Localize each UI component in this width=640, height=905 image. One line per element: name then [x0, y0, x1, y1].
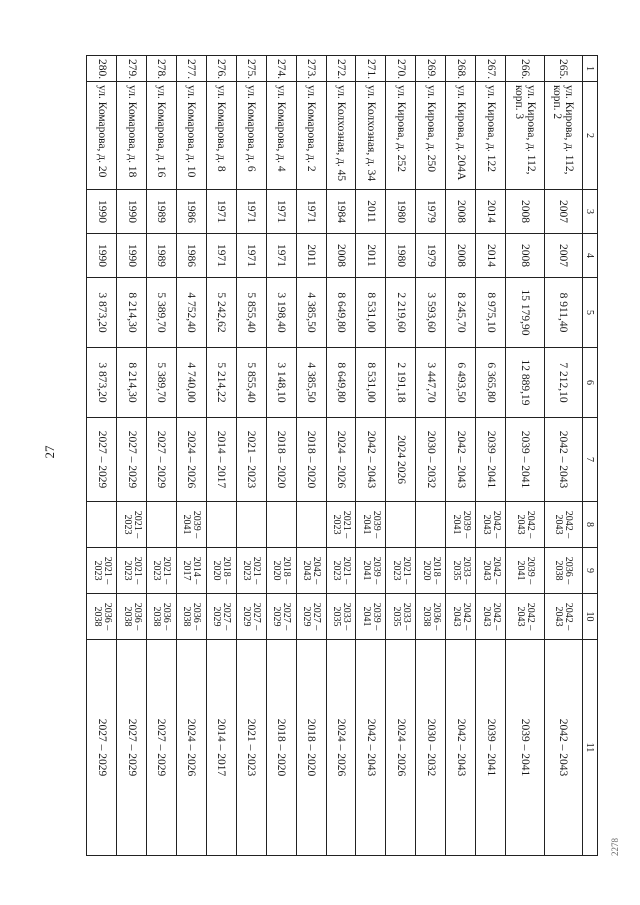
- repair-period-cell: 2042 – 2043: [446, 418, 476, 502]
- period-col10-cell: 2036 – 2038: [176, 594, 206, 640]
- table-body: [87, 56, 583, 856]
- living-area-cell: 3 148,10: [266, 348, 296, 418]
- period-col10-cell: 2027 – 2029: [266, 594, 296, 640]
- build-year-cell: 1971: [206, 190, 236, 234]
- total-area-cell: 5 389,70: [147, 278, 177, 348]
- period-col10-cell: 2036 – 2038: [147, 594, 177, 640]
- period-col9-cell: 2033 – 2035: [446, 548, 476, 594]
- build-year-cell: 1971: [236, 190, 266, 234]
- period-col8-cell: 2039 – 2041: [446, 502, 476, 548]
- build-year-cell: 1984: [326, 190, 356, 234]
- table-row: [236, 56, 266, 856]
- repair-period-cell: 2024 – 2026: [326, 418, 356, 502]
- build-year-cell: 1980: [386, 190, 416, 234]
- living-area-cell: 8 214,30: [117, 348, 147, 418]
- table-row: [446, 56, 476, 856]
- table-header-row: [583, 56, 598, 856]
- period-col8-cell: [87, 502, 117, 548]
- column-header: 8: [583, 502, 598, 548]
- repair-period-cell: 2042 – 2043: [544, 418, 582, 502]
- build-year-cell: 2008: [506, 190, 544, 234]
- period-col9-cell: 2042 – 2043: [296, 548, 326, 594]
- living-area-cell: 8 531,00: [356, 348, 386, 418]
- row-number-cell: 268.: [446, 56, 476, 82]
- total-area-cell: 8 975,10: [476, 278, 506, 348]
- column-header: 3: [583, 190, 598, 234]
- table-row: [87, 56, 117, 856]
- period-col9-cell: 2018 – 2020: [206, 548, 236, 594]
- total-area-cell: 3 593,60: [416, 278, 446, 348]
- period-col11-cell: 2027 – 2029: [117, 640, 147, 856]
- table-row: [356, 56, 386, 856]
- period-col9-cell: 2014 – 2017: [176, 548, 206, 594]
- period-col11-cell: 2018 – 2020: [296, 640, 326, 856]
- period-col11-cell: 2024 – 2026: [176, 640, 206, 856]
- total-area-cell: 8 911,40: [544, 278, 582, 348]
- reconstruction-year-cell: 1971: [266, 234, 296, 278]
- reconstruction-year-cell: 1971: [206, 234, 236, 278]
- address-cell: ул. Кирова, д. 204А: [446, 82, 476, 190]
- living-area-cell: 4 740,00: [176, 348, 206, 418]
- reconstruction-year-cell: 1989: [147, 234, 177, 278]
- period-col8-cell: 2039 – 2041: [356, 502, 386, 548]
- build-year-cell: 1979: [416, 190, 446, 234]
- period-col8-cell: [296, 502, 326, 548]
- period-col8-cell: 2039 – 2041: [176, 502, 206, 548]
- housing-repair-schedule-table: [86, 55, 598, 856]
- living-area-cell: 7 212,10: [544, 348, 582, 418]
- repair-period-cell: 2021 – 2023: [236, 418, 266, 502]
- period-col9-cell: 2021 – 2023: [326, 548, 356, 594]
- total-area-cell: 8 531,00: [356, 278, 386, 348]
- period-col11-cell: 2024 – 2026: [326, 640, 356, 856]
- row-number-cell: 275.: [236, 56, 266, 82]
- period-col8-cell: [266, 502, 296, 548]
- living-area-cell: 12 889,19: [506, 348, 544, 418]
- row-number-cell: 280.: [87, 56, 117, 82]
- period-col9-cell: 2018 – 2020: [266, 548, 296, 594]
- living-area-cell: 5 214,22: [206, 348, 236, 418]
- total-area-cell: 2 219,60: [386, 278, 416, 348]
- repair-period-cell: 2027 – 2029: [117, 418, 147, 502]
- table-row: [296, 56, 326, 856]
- row-number-cell: 271.: [356, 56, 386, 82]
- build-year-cell: 1990: [117, 190, 147, 234]
- period-col8-cell: [147, 502, 177, 548]
- column-header: 9: [583, 548, 598, 594]
- period-col9-cell: 2039 – 2041: [356, 548, 386, 594]
- period-col10-cell: 2033 – 2035: [386, 594, 416, 640]
- address-cell: ул. Комарова, д. 6: [236, 82, 266, 190]
- build-year-cell: 2008: [446, 190, 476, 234]
- reconstruction-year-cell: 2008: [506, 234, 544, 278]
- build-year-cell: 1971: [266, 190, 296, 234]
- total-area-cell: 15 179,90: [506, 278, 544, 348]
- column-header: 5: [583, 278, 598, 348]
- row-number-cell: 272.: [326, 56, 356, 82]
- address-cell: ул. Комарова, д. 20: [87, 82, 117, 190]
- period-col11-cell: 2042 – 2043: [446, 640, 476, 856]
- period-col11-cell: 2042 – 2043: [544, 640, 582, 856]
- period-col8-cell: 2042 – 2043: [544, 502, 582, 548]
- period-col11-cell: 2027 – 2029: [87, 640, 117, 856]
- period-col9-cell: 2021 – 2023: [87, 548, 117, 594]
- build-year-cell: 1989: [147, 190, 177, 234]
- living-area-cell: 6 365,80: [476, 348, 506, 418]
- living-area-cell: 6 493,50: [446, 348, 476, 418]
- table-row: [147, 56, 177, 856]
- living-area-cell: 2 191,18: [386, 348, 416, 418]
- table-row: [544, 56, 582, 856]
- repair-period-cell: 2042 – 2043: [356, 418, 386, 502]
- address-cell: ул. Комарова, д. 18: [117, 82, 147, 190]
- address-cell: ул. Комарова, д. 10: [176, 82, 206, 190]
- living-area-cell: 5 855,40: [236, 348, 266, 418]
- period-col9-cell: 2036 – 2038: [544, 548, 582, 594]
- row-number-cell: 269.: [416, 56, 446, 82]
- repair-period-cell: 2039 – 2041: [476, 418, 506, 502]
- build-year-cell: 1986: [176, 190, 206, 234]
- period-col9-cell: 2021 – 2023: [236, 548, 266, 594]
- period-col10-cell: 2033 – 2035: [326, 594, 356, 640]
- address-cell: ул. Комарова, д. 2: [296, 82, 326, 190]
- reconstruction-year-cell: 2014: [476, 234, 506, 278]
- page-stamp: 2278: [610, 838, 620, 856]
- column-header: 4: [583, 234, 598, 278]
- period-col8-cell: 2021 – 2023: [117, 502, 147, 548]
- reconstruction-year-cell: 1971: [236, 234, 266, 278]
- period-col8-cell: 2042 – 2043: [476, 502, 506, 548]
- living-area-cell: 3 873,20: [87, 348, 117, 418]
- reconstruction-year-cell: 1990: [117, 234, 147, 278]
- period-col8-cell: 2021 – 2023: [326, 502, 356, 548]
- row-number-cell: 278.: [147, 56, 177, 82]
- address-cell: ул. Кирова, д. 122: [476, 82, 506, 190]
- period-col9-cell: 2018 – 2020: [416, 548, 446, 594]
- period-col11-cell: 2014 – 2017: [206, 640, 236, 856]
- column-header: 10: [583, 594, 598, 640]
- repair-period-cell: 2024 2026: [386, 418, 416, 502]
- row-number-cell: 277.: [176, 56, 206, 82]
- period-col11-cell: 2030 – 2032: [416, 640, 446, 856]
- row-number-cell: 274.: [266, 56, 296, 82]
- address-cell: ул. Кирова, д. 252: [386, 82, 416, 190]
- period-col8-cell: [386, 502, 416, 548]
- build-year-cell: 2007: [544, 190, 582, 234]
- address-cell: ул. Комарова, д. 16: [147, 82, 177, 190]
- repair-period-cell: 2027 – 2029: [87, 418, 117, 502]
- table-row: [416, 56, 446, 856]
- table-row: [176, 56, 206, 856]
- repair-period-cell: 2014 – 2017: [206, 418, 236, 502]
- table-row: [117, 56, 147, 856]
- period-col10-cell: 2027 – 2029: [296, 594, 326, 640]
- period-col8-cell: [416, 502, 446, 548]
- period-col8-cell: 2042 – 2043: [506, 502, 544, 548]
- rotated-table-container: [86, 55, 598, 855]
- repair-period-cell: 2018 – 2020: [296, 418, 326, 502]
- total-area-cell: 3 873,20: [87, 278, 117, 348]
- build-year-cell: 2014: [476, 190, 506, 234]
- row-number-cell: 265.: [544, 56, 582, 82]
- table-row: [206, 56, 236, 856]
- period-col9-cell: 2021 – 2023: [386, 548, 416, 594]
- address-cell: ул. Кирова, д. 112, корп. 3: [506, 82, 544, 190]
- table-row: [476, 56, 506, 856]
- period-col11-cell: 2018 – 2020: [266, 640, 296, 856]
- page-number: 27: [42, 445, 57, 459]
- period-col8-cell: [236, 502, 266, 548]
- repair-period-cell: 2024 – 2026: [176, 418, 206, 502]
- reconstruction-year-cell: 2011: [296, 234, 326, 278]
- reconstruction-year-cell: 2011: [356, 234, 386, 278]
- row-number-cell: 266.: [506, 56, 544, 82]
- repair-period-cell: 2030 – 2032: [416, 418, 446, 502]
- period-col10-cell: 2042 – 2043: [506, 594, 544, 640]
- period-col10-cell: 2036 – 2038: [416, 594, 446, 640]
- total-area-cell: 3 198,40: [266, 278, 296, 348]
- table-row: [326, 56, 356, 856]
- reconstruction-year-cell: 1979: [416, 234, 446, 278]
- row-number-cell: 279.: [117, 56, 147, 82]
- row-number-cell: 276.: [206, 56, 236, 82]
- total-area-cell: 8 649,80: [326, 278, 356, 348]
- reconstruction-year-cell: 2007: [544, 234, 582, 278]
- period-col11-cell: 2024 – 2026: [386, 640, 416, 856]
- period-col9-cell: 2021 – 2023: [147, 548, 177, 594]
- reconstruction-year-cell: 2008: [326, 234, 356, 278]
- total-area-cell: 4 385,50: [296, 278, 326, 348]
- reconstruction-year-cell: 2008: [446, 234, 476, 278]
- period-col10-cell: 2036 – 2038: [87, 594, 117, 640]
- build-year-cell: 1990: [87, 190, 117, 234]
- total-area-cell: 5 242,62: [206, 278, 236, 348]
- table-row: [266, 56, 296, 856]
- column-header: 7: [583, 418, 598, 502]
- period-col10-cell: 2039 – 2041: [356, 594, 386, 640]
- reconstruction-year-cell: 1986: [176, 234, 206, 278]
- period-col9-cell: 2039 – 2041: [506, 548, 544, 594]
- period-col10-cell: 2027 – 2029: [236, 594, 266, 640]
- row-number-cell: 273.: [296, 56, 326, 82]
- repair-period-cell: 2039 – 2041: [506, 418, 544, 502]
- address-cell: ул. Комарова, д. 4: [266, 82, 296, 190]
- living-area-cell: 3 447,70: [416, 348, 446, 418]
- column-header: 6: [583, 348, 598, 418]
- period-col11-cell: 2039 – 2041: [476, 640, 506, 856]
- period-col10-cell: 2036 – 2038: [117, 594, 147, 640]
- column-header: 11: [583, 640, 598, 856]
- build-year-cell: 1971: [296, 190, 326, 234]
- period-col11-cell: 2021 – 2023: [236, 640, 266, 856]
- address-cell: ул. Кирова, д. 250: [416, 82, 446, 190]
- period-col10-cell: 2042 – 2043: [544, 594, 582, 640]
- living-area-cell: 4 385,50: [296, 348, 326, 418]
- build-year-cell: 2011: [356, 190, 386, 234]
- period-col8-cell: [206, 502, 236, 548]
- address-cell: ул. Комарова, д. 8: [206, 82, 236, 190]
- address-cell: ул. Колхозная, д. 34: [356, 82, 386, 190]
- table-row: [386, 56, 416, 856]
- period-col11-cell: 2039 – 2041: [506, 640, 544, 856]
- period-col11-cell: 2027 – 2029: [147, 640, 177, 856]
- living-area-cell: 5 389,70: [147, 348, 177, 418]
- living-area-cell: 8 649,80: [326, 348, 356, 418]
- period-col11-cell: 2042 – 2043: [356, 640, 386, 856]
- total-area-cell: 4 752,40: [176, 278, 206, 348]
- period-col10-cell: 2042 – 2043: [476, 594, 506, 640]
- column-header: 1: [583, 56, 598, 82]
- total-area-cell: 8 214,30: [117, 278, 147, 348]
- repair-period-cell: 2018 – 2020: [266, 418, 296, 502]
- row-number-cell: 270.: [386, 56, 416, 82]
- address-cell: ул. Кирова, д. 112, корп. 2: [544, 82, 582, 190]
- table-row: [506, 56, 544, 856]
- reconstruction-year-cell: 1980: [386, 234, 416, 278]
- row-number-cell: 267.: [476, 56, 506, 82]
- period-col10-cell: 2027 – 2029: [206, 594, 236, 640]
- total-area-cell: 5 855,40: [236, 278, 266, 348]
- period-col10-cell: 2042 – 2043: [446, 594, 476, 640]
- total-area-cell: 8 245,70: [446, 278, 476, 348]
- column-header: 2: [583, 82, 598, 190]
- period-col9-cell: 2042 – 2043: [476, 548, 506, 594]
- repair-period-cell: 2027 – 2029: [147, 418, 177, 502]
- reconstruction-year-cell: 1990: [87, 234, 117, 278]
- period-col9-cell: 2021 – 2023: [117, 548, 147, 594]
- address-cell: ул. Колхозная, д. 45: [326, 82, 356, 190]
